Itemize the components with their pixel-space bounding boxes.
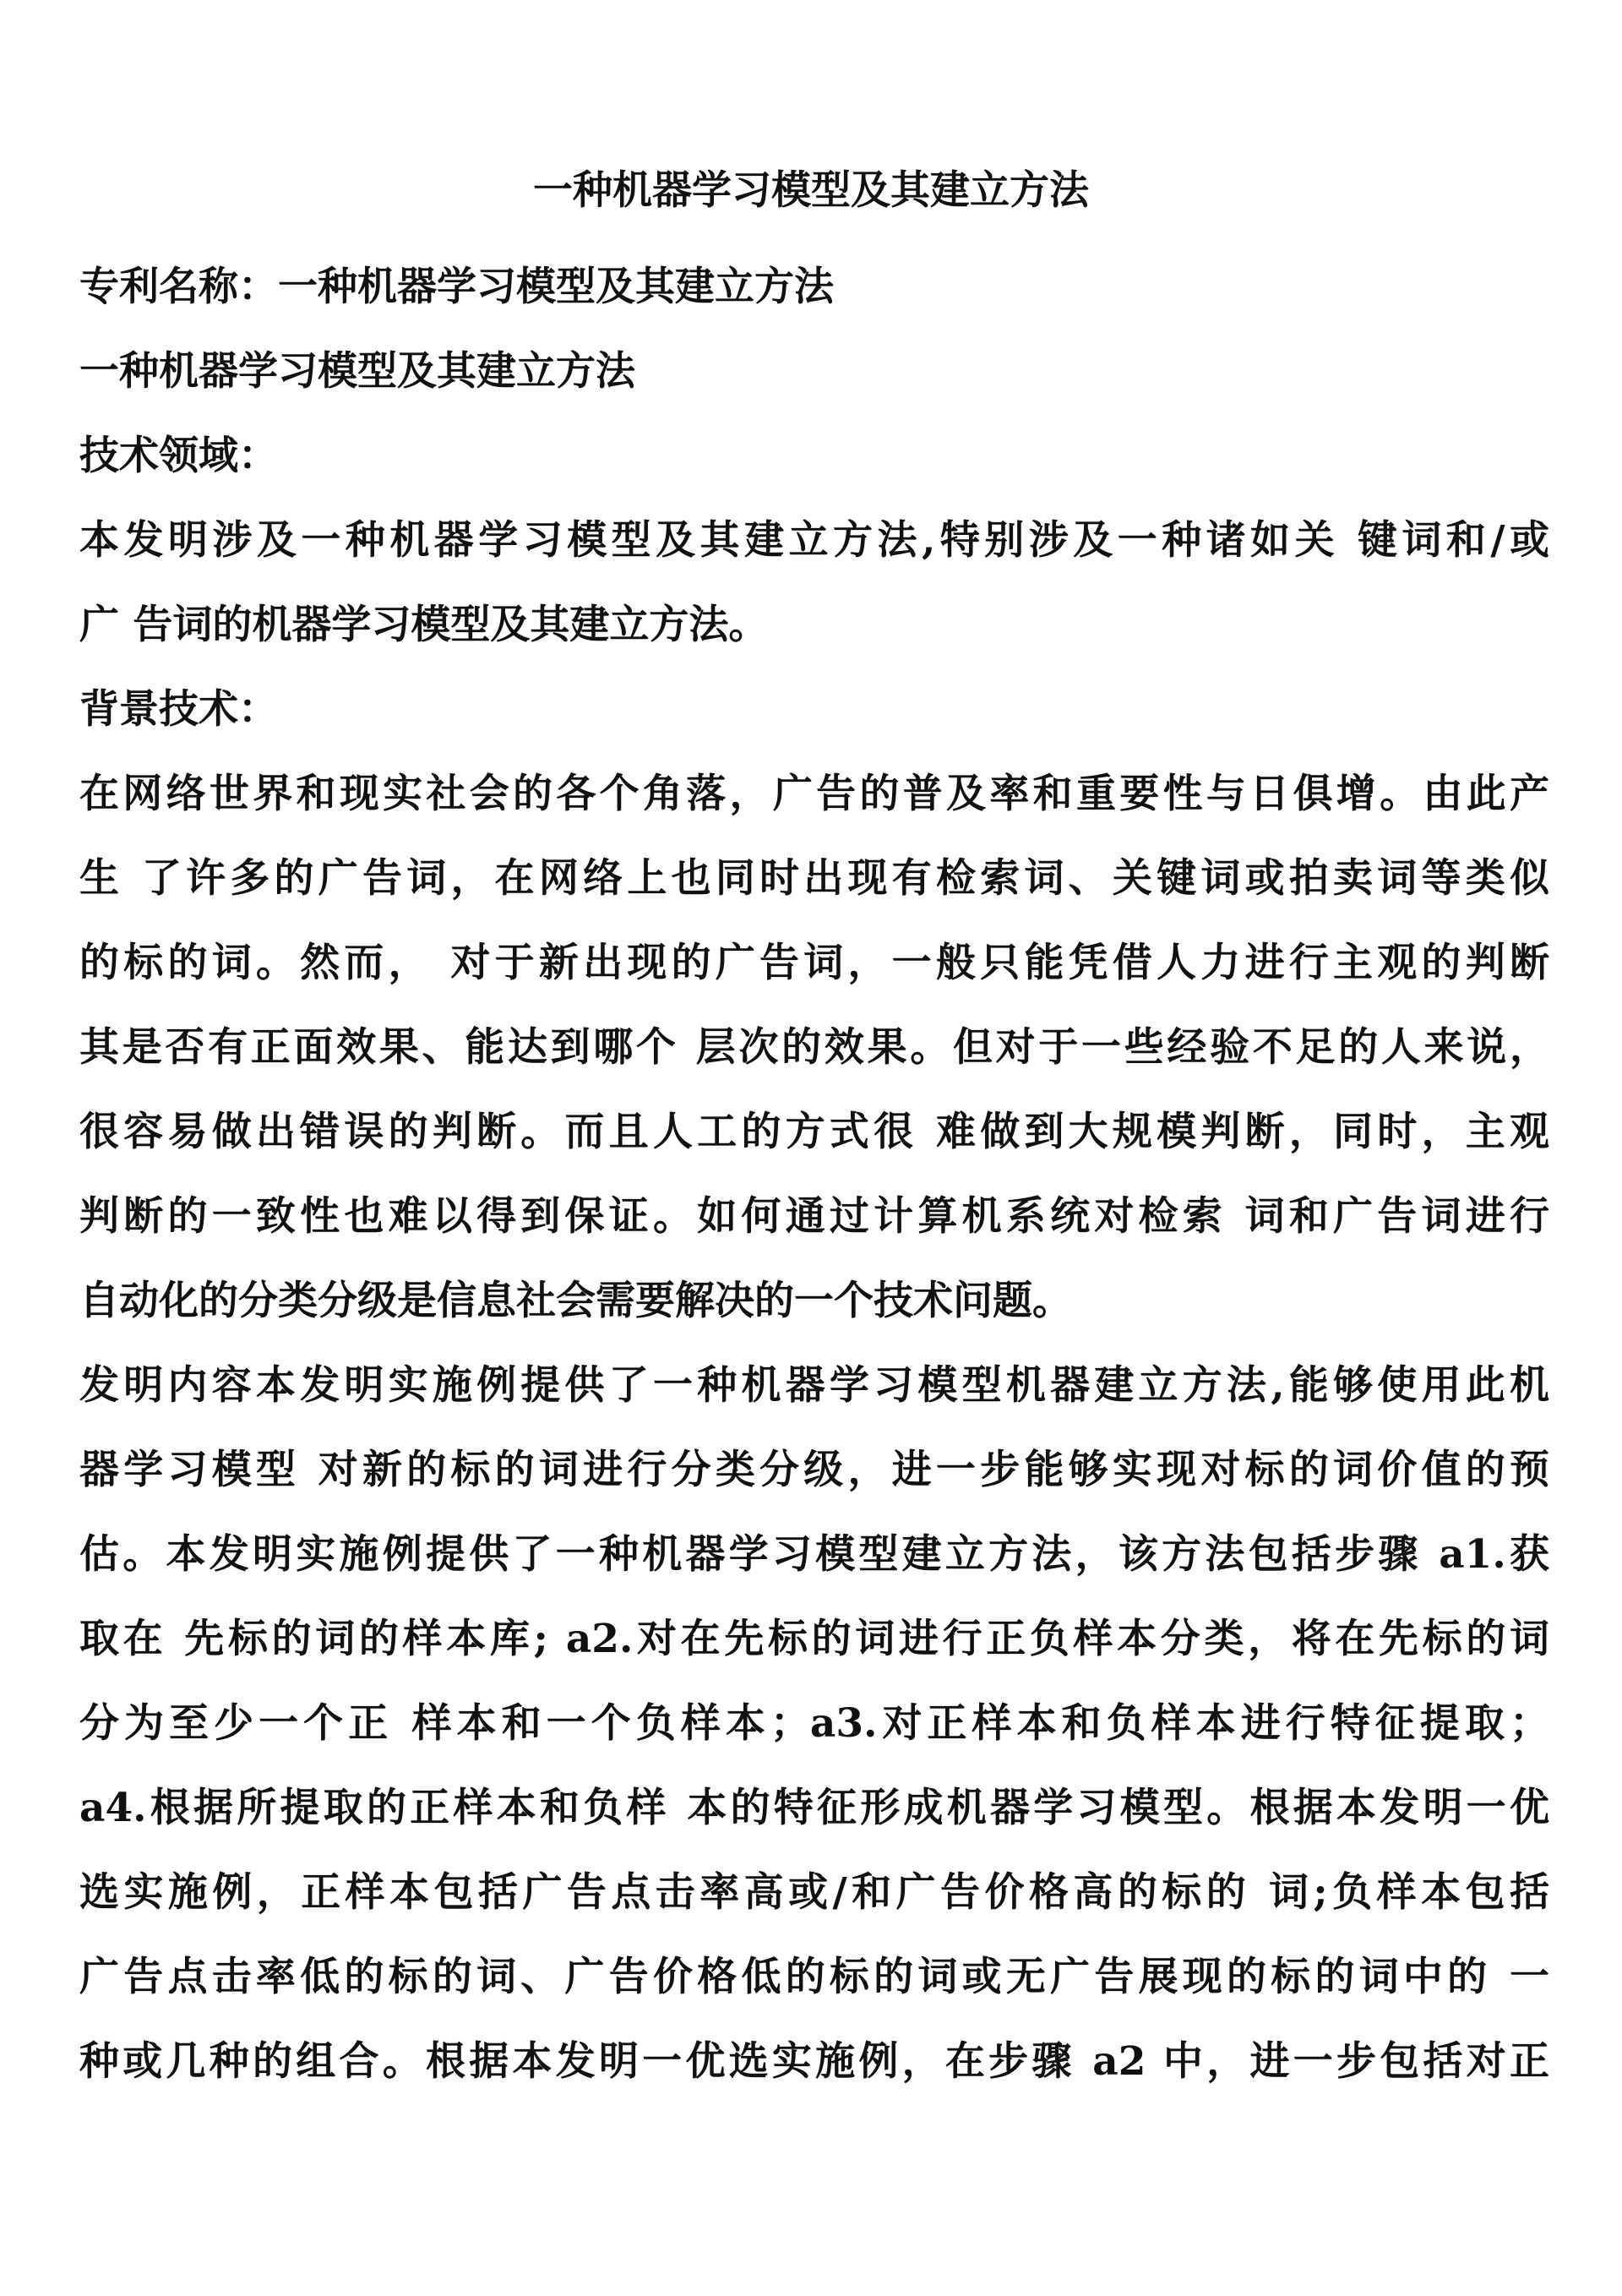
paragraph-line: 自动化的分类分级是信息社会需要解决的一个技术问题。 <box>79 1278 1072 1324</box>
section-heading-background: 背景技术： <box>79 686 278 733</box>
paragraph-line: 种或几种的组合。根据本发明一优选实施例，在步骤 a2 中，进一步包括对正 <box>79 2038 1549 2085</box>
paragraph-line: 判断的一致性也难以得到保证。如何通过计算机系统对检索 词和广告词进行 <box>79 1193 1549 1240</box>
paragraph-line: 器学习模型 对新的标的词进行分类分级，进一步能够实现对标的词价值的预 <box>79 1447 1549 1493</box>
paragraph-line: 广 告词的机器学习模型及其建立方法。 <box>79 602 769 648</box>
paragraph-line: 广告点击率低的标的词、广告价格低的标的词或无广告展现的标的词中的 一 <box>79 1954 1549 2000</box>
patent-name-line: 专利名称：一种机器学习模型及其建立方法 <box>79 264 834 310</box>
paragraph-line: 本发明涉及一种机器学习模型及其建立方法,特别涉及一种诸如关 键词和/或 <box>79 517 1549 564</box>
paragraph-line: 很容易做出错误的判断。而且人工的方式很 难做到大规模判断，同时，主观 <box>79 1109 1549 1155</box>
paragraph-line: 发明内容本发明实施例提供了一种机器学习模型机器建立方法,能够使用此机 <box>79 1362 1549 1409</box>
paragraph-line: 分为至少一个正 样本和一个负样本；a3.对正样本和负样本进行特征提取； <box>79 1700 1549 1747</box>
document-body <box>79 245 1549 2104</box>
paragraph-line: 其是否有正面效果、能达到哪个 层次的效果。但对于一些经验不足的人来说， <box>79 1024 1549 1071</box>
paragraph-line: 在网络世界和现实社会的各个角落，广告的普及率和重要性与日俱增。由此产 <box>79 771 1549 817</box>
paragraph-line: a4.根据所提取的正样本和负样 本的特征形成机器学习模型。根据本发明一优 <box>79 1785 1549 1831</box>
paragraph-line: 生 了许多的广告词，在网络上也同时出现有检索词、关键词或拍卖词等类似 <box>79 855 1549 902</box>
patent-title-line: 一种机器学习模型及其建立方法 <box>79 348 635 395</box>
paragraph-line: 估。本发明实施例提供了一种机器学习模型建立方法，该方法包括步骤 a1.获 <box>79 1531 1549 1578</box>
paragraph-line: 选实施例，正样本包括广告点击率高或/和广告价格高的标的 词;负样本包括 <box>79 1869 1549 1916</box>
section-heading-technical-field: 技术领域： <box>79 433 278 479</box>
paragraph-line: 的标的词。然而， 对于新出现的广告词，一般只能凭借人力进行主观的判断 <box>79 940 1549 986</box>
document-title: 一种机器学习模型及其建立方法 <box>533 167 1089 214</box>
paragraph-line: 取在 先标的词的样本库; a2.对在先标的词进行正负样本分类，将在先标的词 <box>79 1616 1549 1662</box>
